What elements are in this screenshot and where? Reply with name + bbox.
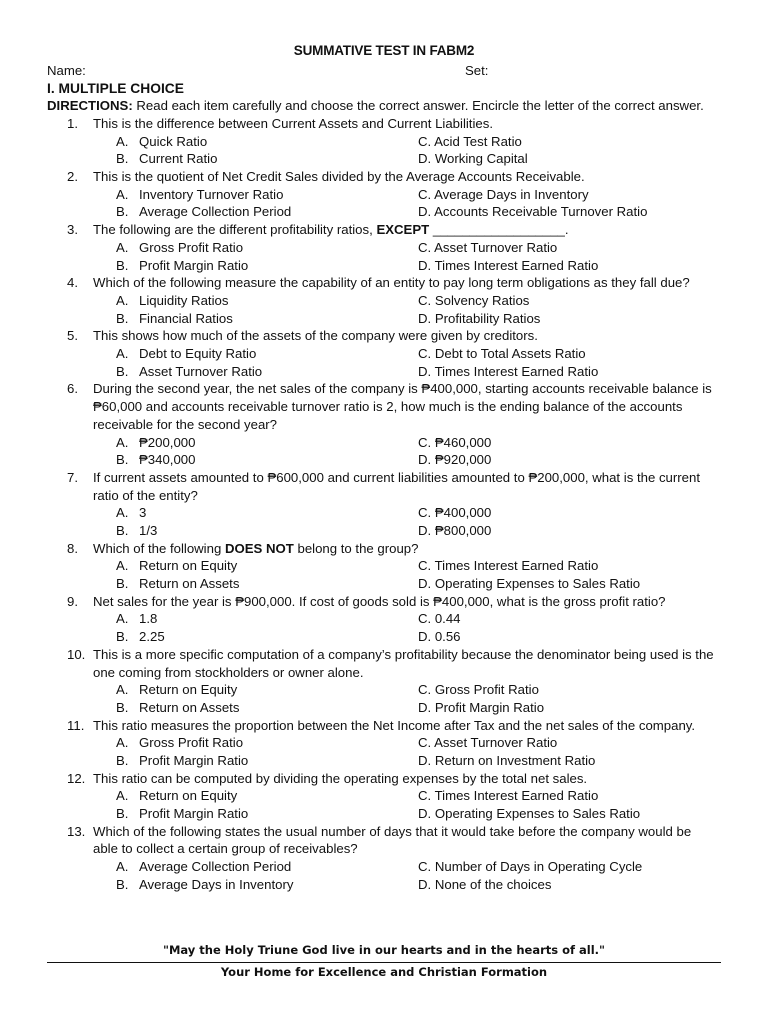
choice-letter: B. [116,876,129,892]
choice-letter: A. [116,133,129,149]
choice-letter: A. [116,735,129,751]
option-row [0,557,768,575]
choice-right[interactable]: D. Times Interest Earned Ratio [418,257,599,273]
question-number: 8. [67,540,78,556]
section-title: I. MULTIPLE CHOICE [47,81,184,96]
choice-text: Profit Margin Ratio [139,806,249,822]
choice-text: Average Collection Period [139,204,292,220]
choice-right[interactable]: C. Gross Profit Ratio [418,682,539,698]
question-emphasis: DOES NOT [224,540,294,556]
question-stem [0,274,768,292]
option-row [0,734,768,752]
question-number: 2. [67,169,78,185]
choice-text: 3 [139,505,147,521]
choice-letter: B. [116,151,129,167]
question-item [0,327,768,380]
choice-text: Inventory Turnover Ratio [139,186,284,202]
choice-left[interactable] [116,787,237,805]
choice-text: Current Ratio [139,151,218,167]
question-text: This ratio measures the proportion between the Net Income after Tax and the net sales of the company. [93,717,696,733]
question-emphasis: EXCEPT [376,222,430,238]
choice-letter: B. [116,310,129,326]
footer-quote: "May the Holy Triune God live in our hearts and in the hearts of all." [162,943,606,957]
option-row [0,451,768,469]
choice-letter: B. [116,699,129,715]
question-number: 5. [67,328,78,344]
choice-right[interactable]: D. ₱800,000 [418,522,492,538]
choice-text: Financial Ratios [139,310,233,326]
option-row [0,186,768,204]
choice-left[interactable] [116,752,248,770]
choice-right[interactable]: C. Acid Test Ratio [418,133,522,149]
option-row [0,203,768,221]
question-stem [0,770,768,788]
choice-text: Gross Profit Ratio [139,735,244,751]
option-row [0,292,768,310]
question-item [0,823,768,894]
choice-letter: A. [116,186,129,202]
choice-left[interactable] [116,434,195,452]
question-item [0,168,768,221]
choice-right[interactable]: C. Number of Days in Operating Cycle [418,859,643,875]
choice-letter: B. [116,257,129,273]
option-row [0,858,768,876]
choice-right[interactable]: D. Operating Expenses to Sales Ratio [418,806,641,822]
choice-right[interactable]: C. Asset Turnover Ratio [418,239,558,255]
option-row [0,239,768,257]
question-number: 3. [67,222,78,238]
question-stem [0,593,768,611]
choice-text: Average Days in Inventory [139,876,294,892]
directions-text: Read each item carefully and choose the correct answer. Encircle the letter of the correct answer. [132,98,704,113]
choice-right[interactable]: C. ₱400,000 [418,505,492,521]
question-stem [0,168,768,186]
choice-letter: A. [116,788,129,804]
choice-left[interactable] [116,257,248,275]
choice-right[interactable]: D. Times Interest Earned Ratio [418,363,599,379]
option-row [0,575,768,593]
set-label: Set: [465,63,489,78]
choice-left[interactable] [116,345,256,363]
name-label: Name: [47,63,86,78]
choice-left[interactable] [116,504,146,522]
choice-letter: A. [116,682,129,698]
question-text: This is the quotient of Net Credit Sales divided by the Average Accounts Receivable. [93,169,585,185]
question-number: 12. [67,770,86,786]
question-number: 11. [67,717,85,733]
question-text: If current assets amounted to ₱600,000 and current liabilities amounted to ₱200,000, what is the current ratio of the entity? [93,469,700,503]
choice-letter: B. [116,629,129,645]
footer-motto: Your Home for Excellence and Christian Formation [220,965,548,979]
choice-right[interactable]: C. Times Interest Earned Ratio [418,788,599,804]
choice-text: Quick Ratio [139,133,208,149]
choice-left[interactable] [116,451,195,469]
question-item [0,380,768,468]
question-item [0,221,768,274]
choice-text: 1.8 [139,611,158,627]
choice-left[interactable] [116,150,217,168]
option-row [0,434,768,452]
choice-text: Gross Profit Ratio [139,239,244,255]
choice-left[interactable] [116,310,233,328]
option-row [0,787,768,805]
question-stem [0,469,768,504]
question-item [0,115,768,168]
choice-letter: B. [116,363,129,379]
option-row [0,610,768,628]
question-number: 6. [67,381,78,397]
question-number: 1. [67,116,78,131]
question-text: During the second year, the net sales of the company is ₱400,000, starting accounts receivable balance is ₱60,000 and accounts receivable turnover ratio is 2, how much is the ending balance of the accounts receivable for the second year? [93,381,712,432]
question-text: This shows how much of the assets of the company were given by creditors. [93,328,538,344]
question-item [0,646,768,717]
choice-text: Return on Assets [139,699,240,715]
choice-left[interactable] [116,239,243,257]
question-text: This ratio can be computed by dividing the operating expenses by the total net sales. [93,770,588,786]
question-text: Which of the following measure the capability of an entity to pay long term obligations as they fall due? [93,275,690,291]
question-item [0,770,768,823]
choice-left[interactable] [116,186,283,204]
question-stem [0,717,768,735]
choice-right[interactable]: D. Operating Expenses to Sales Ratio [418,576,641,592]
choice-text: ₱340,000 [139,452,196,468]
question-item [0,717,768,770]
choice-left[interactable] [116,805,248,823]
choice-right[interactable]: C. 0.44 [418,611,461,627]
choice-right[interactable]: C. ₱460,000 [418,434,492,450]
option-row [0,257,768,275]
option-row [0,133,768,151]
choice-letter: B. [116,752,129,768]
footer-divider [47,962,721,963]
choice-right[interactable]: D. Profitability Ratios [418,310,541,326]
choice-right[interactable]: D. None of the choices [418,876,552,892]
question-stem [0,646,768,681]
choice-text: Profit Margin Ratio [139,257,249,273]
option-row [0,345,768,363]
choice-left[interactable] [116,858,291,876]
option-row [0,522,768,540]
choice-text: Return on Assets [139,576,240,592]
question-stem [0,115,768,133]
choice-left[interactable] [116,203,291,221]
question-item [0,469,768,540]
choice-letter: B. [116,522,129,538]
option-row [0,876,768,894]
choice-letter: A. [116,346,129,362]
choice-right[interactable]: C. Debt to Total Assets Ratio [418,346,586,362]
question-text: Which of the following [93,540,225,556]
choice-right[interactable]: D. Profit Margin Ratio [418,699,545,715]
option-row [0,363,768,381]
choice-left[interactable] [116,292,228,310]
choice-left[interactable] [116,522,157,540]
question-stem [0,327,768,345]
choice-right[interactable]: D. ₱920,000 [418,452,492,468]
choice-text: 1/3 [139,522,158,538]
choice-letter: B. [116,806,129,822]
directions [47,97,704,115]
choice-left[interactable] [116,610,157,628]
option-row [0,805,768,823]
question-number: 10. [67,646,86,662]
choice-text: Average Collection Period [139,859,292,875]
choice-text: Liquidity Ratios [139,292,229,308]
choice-left[interactable] [116,681,237,699]
question-text: Net sales for the year is ₱900,000. If cost of goods sold is ₱400,000, what is the gross profit ratio? [93,593,666,609]
choice-right[interactable]: C. Solvency Ratios [418,292,530,308]
question-text-end: belong to the group? [293,540,419,556]
choice-letter: A. [116,859,129,875]
question-number: 7. [67,469,78,485]
choice-letter: B. [116,452,129,468]
choice-right[interactable]: C. Average Days in Inventory [418,186,589,202]
question-stem [0,221,768,239]
choice-text: 2.25 [139,629,165,645]
option-row [0,752,768,770]
choice-right[interactable]: D. Working Capital [418,151,528,167]
question-number: 4. [67,275,78,291]
choice-letter: A. [116,558,129,574]
choice-text: Asset Turnover Ratio [139,363,263,379]
choice-letter: A. [116,505,129,521]
choice-right[interactable]: D. Accounts Receivable Turnover Ratio [418,204,648,220]
choice-text: Return on Equity [139,788,238,804]
choice-left[interactable] [116,575,239,593]
choice-right[interactable]: D. Return on Investment Ratio [418,752,596,768]
choice-text: Return on Equity [139,682,238,698]
question-stem [0,823,768,858]
choice-text: Debt to Equity Ratio [139,346,257,362]
question-text: Which of the following states the usual number of days that it would take before the company would be able to collect a certain group of receivables? [93,823,692,857]
choice-letter: A. [116,292,129,308]
choice-left[interactable] [116,734,243,752]
test-title: SUMMATIVE TEST IN FABM2 [293,43,475,58]
choice-letter: B. [116,204,129,220]
choice-text: ₱200,000 [139,434,196,450]
option-row [0,699,768,717]
question-list [0,115,768,894]
choice-left[interactable] [116,557,237,575]
question-number: 13. [67,823,86,839]
question-text: This is the difference between Current Assets and Current Liabilities. [93,116,493,131]
question-item [0,593,768,646]
choice-left[interactable] [116,363,262,381]
choice-letter: B. [116,576,129,592]
question-item [0,274,768,327]
choice-left[interactable] [116,628,165,646]
choice-letter: A. [116,611,129,627]
option-row [0,150,768,168]
choice-text: Return on Equity [139,558,238,574]
question-stem [0,540,768,558]
choice-right[interactable]: D. 0.56 [418,629,461,645]
option-row [0,628,768,646]
option-row [0,504,768,522]
choice-right[interactable]: C. Times Interest Earned Ratio [418,558,599,574]
option-row [0,681,768,699]
choice-left[interactable] [116,133,207,151]
question-text-end: __________________. [429,222,569,238]
question-text: This is a more specific computation of a company’s profitability because the denominator being used is the one coming from stockholders or owner alone. [93,646,714,680]
choice-left[interactable] [116,876,293,894]
option-row [0,310,768,328]
directions-label: DIRECTIONS: [47,98,133,113]
question-text: The following are the different profitability ratios, [93,222,377,238]
choice-text: Profit Margin Ratio [139,752,249,768]
choice-left[interactable] [116,699,239,717]
choice-letter: A. [116,239,129,255]
question-number: 9. [67,593,78,609]
choice-right[interactable]: C. Asset Turnover Ratio [418,735,558,751]
choice-letter: A. [116,434,129,450]
question-stem [0,380,768,433]
question-item [0,540,768,593]
